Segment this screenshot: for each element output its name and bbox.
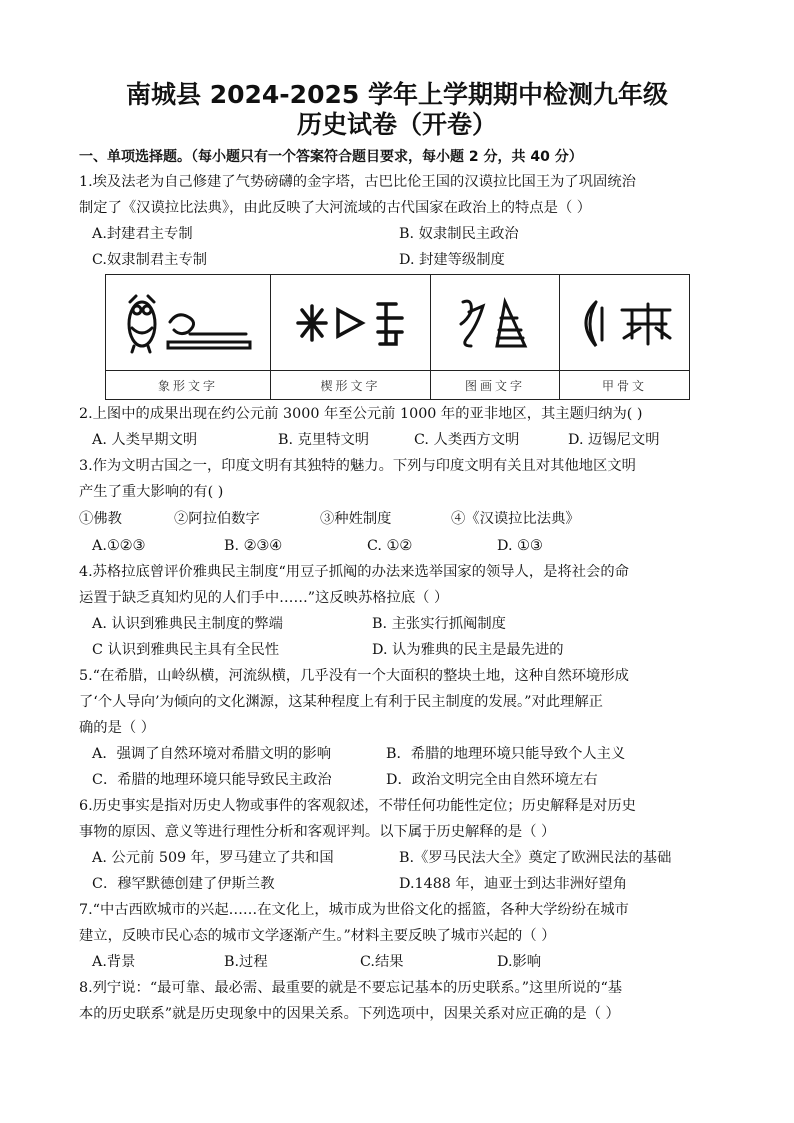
q8-stem-line2: 本的历史联系”就是历史现象中的因果关系。下列选项中，因果关系对应正确的是（ ）	[79, 1006, 620, 1022]
q1-stem-line1: 1.埃及法老为自己修建了气势磅礴的金字塔，古巴比伦王国的汉谟拉比国王为了巩固统治	[79, 174, 636, 190]
q6-option-c: C．穆罕默德创建了伊斯兰教	[92, 876, 275, 892]
q1-option-a: A.封建君主专制	[92, 226, 193, 242]
section-heading: 一、单项选择题。（每小题只有一个答案符合题目要求，每小题 2 分，共 40 分）	[79, 149, 583, 165]
q5-option-c: C．希腊的地理环境只能导致民主政治	[92, 772, 332, 788]
q5-option-d: D．政治文明完全由自然环境左右	[386, 772, 598, 788]
q5-stem-line3: 确的是（ ）	[79, 720, 156, 736]
caption-pictograph: 图画文字	[431, 371, 560, 400]
hieroglyph-cell	[106, 275, 271, 371]
q8-stem-line1: 8.列宁说：“最可靠、最必需、最重要的就是不要忘记基本的历史联系。”这里所说的“基	[79, 980, 623, 996]
q1-option-d: D. 封建等级制度	[399, 252, 505, 268]
pictograph-signs-icon	[445, 288, 545, 358]
q3-item-2: ②阿拉伯数字	[174, 511, 260, 527]
q7-stem-line1: 7.“中古西欧城市的兴起……在文化上，城市成为世俗文化的摇篮，各种大学纷纷在城市	[79, 902, 629, 918]
q3-item-1: ①佛教	[79, 511, 122, 527]
q3-option-c: C. ①②	[367, 538, 413, 554]
q3-item-4: ④《汉谟拉比法典》	[451, 511, 580, 527]
q5-option-a: A．强调了自然环境对希腊文明的影响	[92, 746, 332, 762]
caption-cuneiform: 楔形文字	[271, 371, 431, 400]
q7-stem-line2: 建立，反映市民心态的城市文学逐渐产生。”材料主要反映了城市兴起的（ ）	[79, 928, 556, 944]
q6-stem-line1: 6.历史事实是指对历史人物或事件的客观叙述，不带任何功能性定位；历史解释是对历史	[79, 798, 636, 814]
hieroglyph-owl-icon	[118, 288, 258, 358]
q1-option-c: C.奴隶制君主专制	[92, 252, 208, 268]
q4-option-b: B. 主张实行抓阄制度	[372, 616, 506, 632]
q3-stem-line1: 3.作为文明古国之一，印度文明有其独特的魅力。下列与印度文明有关且对其他地区文明	[79, 458, 636, 474]
q3-item-3: ③种姓制度	[320, 511, 392, 527]
q7-option-b: B.过程	[224, 954, 268, 970]
q6-option-b: B.《罗马民法大全》奠定了欧洲民法的基础	[399, 850, 672, 866]
cuneiform-signs-icon	[286, 288, 416, 358]
q7-option-a: A.背景	[92, 954, 136, 970]
q1-option-b: B. 奴隶制民主政治	[399, 226, 519, 242]
q4-option-c: C 认识到雅典民主具有全民性	[92, 642, 280, 658]
exam-title-line2: 历史试卷（开卷）	[296, 110, 497, 139]
oracle-bone-signs-icon	[570, 288, 680, 358]
q1-stem-line2: 制定了《汉谟拉比法典》，由此反映了大河流域的古代国家在政治上的特点是（ ）	[79, 200, 592, 216]
cuneiform-cell	[271, 275, 431, 371]
q4-stem-line1: 4.苏格拉底曾评价雅典民主制度“用豆子抓阄的办法来选举国家的领导人，是将社会的命	[79, 564, 629, 580]
q4-option-a: A. 认识到雅典民主制度的弊端	[92, 616, 283, 632]
ancient-scripts-figure	[105, 274, 690, 400]
q5-stem-line2: 了‘个人导向’为倾向的文化渊源，这某种程度上有利于民主制度的发展。”对此理解正	[79, 694, 603, 710]
q2-option-d: D. 迈锡尼文明	[568, 432, 660, 448]
q3-stem-line2: 产生了重大影响的有( )	[79, 484, 224, 500]
q4-option-d: D. 认为雅典的民主是最先进的	[372, 642, 564, 658]
q7-option-c: C.结果	[360, 954, 404, 970]
pictograph-cell	[431, 275, 560, 371]
q4-stem-line2: 运置于缺乏真知灼见的人们手中……”这反映苏格拉底（ ）	[79, 590, 449, 606]
q6-stem-line2: 事物的原因、意义等进行理性分析和客观评判。以下属于历史解释的是（ ）	[79, 824, 556, 840]
q6-option-a: A. 公元前 509 年，罗马建立了共和国	[92, 850, 334, 866]
q7-option-d: D.影响	[497, 954, 542, 970]
exam-title-line1: 南城县 2024-2025 学年上学期期中检测九年级	[126, 80, 668, 109]
q2-option-a: A. 人类早期文明	[92, 432, 198, 448]
q2-stem: 2.上图中的成果出现在约公元前 3000 年至公元前 1000 年的亚非地区，其主题归纳为( )	[79, 406, 643, 422]
caption-oracle-bone: 甲骨文	[560, 371, 690, 400]
q5-stem-line1: 5.“在希腊，山岭纵横，河流纵横，几乎没有一个大面积的整块土地，这种自然环境形成	[79, 668, 629, 684]
q3-option-d: D. ①③	[497, 538, 543, 554]
oracle-bone-cell	[560, 275, 690, 371]
q3-option-a: A.①②③	[92, 538, 146, 554]
q2-option-b: B. 克里特文明	[278, 432, 370, 448]
q3-option-b: B. ②③④	[224, 538, 283, 554]
caption-hieroglyph: 象形文字	[106, 371, 271, 400]
q2-option-c: C. 人类西方文明	[414, 432, 520, 448]
q6-option-d: D.1488 年，迪亚士到达非洲好望角	[399, 876, 627, 892]
q5-option-b: B．希腊的地理环境只能导致个人主义	[386, 746, 626, 762]
